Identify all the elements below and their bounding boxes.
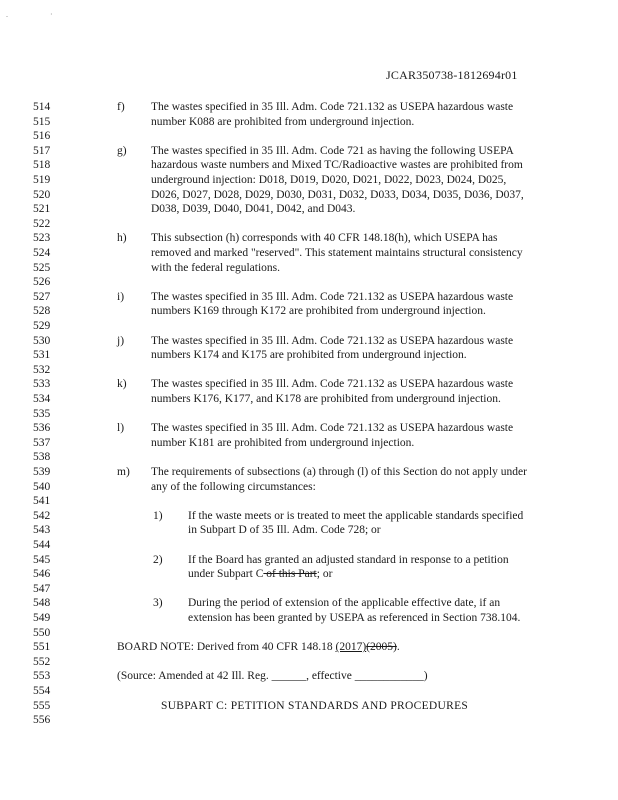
line-number: 523 xyxy=(33,232,51,245)
sub-item-text-line xyxy=(188,567,332,581)
register-blank: ______ xyxy=(271,670,307,683)
subsection-text-line: number K181 are prohibited from underground injection. xyxy=(151,436,415,449)
line-number: 550 xyxy=(33,626,51,639)
subsection-text-line: The wastes specified in 35 Ill. Adm. Code 721.132 as USEPA hazardous waste xyxy=(151,334,514,347)
line-number: 540 xyxy=(33,480,51,493)
line-number: 537 xyxy=(33,436,51,449)
text-fragment: under Subpart C xyxy=(188,568,264,581)
line-number: 552 xyxy=(33,655,51,668)
subpart-heading: SUBPART C: PETITION STANDARDS AND PROCEDURES xyxy=(161,699,469,712)
line-number: 521 xyxy=(33,203,51,216)
sub-item-label: 1) xyxy=(153,509,163,522)
line-number: 533 xyxy=(33,378,51,391)
sub-item-text-line: in Subpart D of 35 Ill. Adm. Code 728; or xyxy=(188,524,381,537)
line-number: 520 xyxy=(33,188,51,201)
line-number: 535 xyxy=(33,407,51,420)
subsection-text-line: numbers K169 through K172 are prohibited from underground injection. xyxy=(151,305,486,318)
subsection-text-line: hazardous waste numbers and Mixed TC/Radioactive wastes are prohibited from xyxy=(151,159,523,172)
subsection-text-line: The wastes specified in 35 Ill. Adm. Code 721.132 as USEPA hazardous waste xyxy=(151,422,514,435)
subsection-label: h) xyxy=(117,232,127,245)
subsection-text-line: The wastes specified in 35 Ill. Adm. Code 721.132 as USEPA hazardous waste xyxy=(151,101,514,113)
line-number: 514 xyxy=(33,101,51,113)
subsection-text-line: The wastes specified in 35 Ill. Adm. Code 721.132 as USEPA hazardous waste xyxy=(151,378,514,391)
source-note xyxy=(117,669,428,683)
subsection-text-line: numbers K174 and K175 are prohibited from underground injection. xyxy=(151,349,467,362)
inserted-text: (2017) xyxy=(335,641,367,654)
subsection-text-line: D038, D039, D040, D041, D042, and D043. xyxy=(151,203,356,216)
line-number: 519 xyxy=(33,174,51,186)
subsection-text-line: underground injection: D018, D019, D020, D021, D022, D023, D024, D025, xyxy=(151,174,507,186)
sub-item-text-line: During the period of extension of the applicable effective date, if an xyxy=(188,597,501,610)
line-number: 516 xyxy=(33,130,51,143)
line-number: 522 xyxy=(33,217,51,230)
line-number: 541 xyxy=(33,495,51,508)
subsection-text-line: any of the following circumstances: xyxy=(151,480,316,493)
deleted-text: (2005) xyxy=(366,641,397,654)
line-number: 549 xyxy=(33,612,51,624)
sub-item-text-line: If the Board has granted an adjusted standard in response to a petition xyxy=(188,553,509,566)
board-note-text: . xyxy=(396,641,400,654)
deleted-text: of this Part xyxy=(263,568,317,581)
line-number: 554 xyxy=(33,685,51,697)
source-text: ) xyxy=(423,670,428,683)
subsection-text-line: with the federal regulations. xyxy=(151,261,281,274)
subsection-text-line: The wastes specified in 35 Ill. Adm. Code 721 as having the following USEPA xyxy=(151,144,514,157)
effective-date-blank: ____________ xyxy=(354,670,424,683)
line-number: 544 xyxy=(33,539,51,551)
subsection-text-line: removed and marked "reserved". This statement maintains structural consistency xyxy=(151,247,523,259)
line-number: 532 xyxy=(33,363,51,376)
line-number: 534 xyxy=(33,393,51,405)
line-number: 556 xyxy=(33,714,51,727)
source-text: (Source: Amended at 42 Ill. Reg. xyxy=(117,670,272,683)
line-number: 515 xyxy=(33,115,51,128)
line-number: 527 xyxy=(33,290,51,303)
text-fragment: ; or xyxy=(316,568,333,581)
scan-speck: . xyxy=(6,10,8,19)
line-number: 538 xyxy=(33,451,51,464)
sub-item-label: 2) xyxy=(153,553,163,566)
sub-item-text-line: extension has been granted by USEPA as referenced in Section 738.104. xyxy=(188,612,521,624)
line-number: 528 xyxy=(33,305,51,318)
sub-item-text-line: If the waste meets or is treated to meet the applicable standards specified xyxy=(188,509,524,522)
line-number: 524 xyxy=(33,247,51,259)
line-number: 526 xyxy=(33,276,51,289)
line-number: 530 xyxy=(33,334,51,347)
line-number: 542 xyxy=(33,509,51,522)
subsection-label: l) xyxy=(117,422,125,435)
subsection-text-line: The wastes specified in 35 Ill. Adm. Code 721.132 as USEPA hazardous waste xyxy=(151,290,514,303)
line-number: 543 xyxy=(33,524,51,537)
subsection-text-line: D026, D027, D028, D029, D030, D031, D032, D033, D034, D035, D036, D037, xyxy=(151,188,524,201)
subsection-text-line: number K088 are prohibited from underground injection. xyxy=(151,115,415,128)
line-number: 545 xyxy=(33,553,51,566)
line-number: 517 xyxy=(33,144,51,157)
board-note xyxy=(117,640,400,654)
subsection-label: m) xyxy=(117,466,130,478)
line-number: 548 xyxy=(33,597,51,610)
subsection-text-line: The requirements of subsections (a) through (l) of this Section do not apply under xyxy=(151,466,527,478)
sub-item-label: 3) xyxy=(153,597,163,610)
subsection-text-line: This subsection (h) corresponds with 40 CFR 148.18(h), which USEPA has xyxy=(151,232,498,245)
board-note-text: BOARD NOTE: Derived from 40 CFR 148.18 xyxy=(117,641,336,654)
scan-speck: · xyxy=(50,10,53,19)
subsection-label: i) xyxy=(117,290,125,303)
line-number: 547 xyxy=(33,582,51,595)
subsection-label: k) xyxy=(117,378,127,391)
document-id: JCAR350738-1812694r01 xyxy=(386,68,518,82)
subsection-label: f) xyxy=(117,101,125,113)
subsection-label: j) xyxy=(117,334,125,347)
line-number: 536 xyxy=(33,422,51,435)
source-text: , effective xyxy=(306,670,355,683)
line-number: 531 xyxy=(33,349,51,362)
line-number: 555 xyxy=(33,699,51,712)
subsection-text-line: numbers K176, K177, and K178 are prohibited from underground injection. xyxy=(151,393,501,405)
line-number: 553 xyxy=(33,670,51,683)
line-number: 529 xyxy=(33,320,51,332)
subsection-label: g) xyxy=(117,144,127,157)
line-number: 551 xyxy=(33,641,51,654)
line-number: 518 xyxy=(33,159,51,172)
line-number: 546 xyxy=(33,568,51,581)
line-number: 539 xyxy=(33,466,51,478)
line-number: 525 xyxy=(33,261,51,274)
